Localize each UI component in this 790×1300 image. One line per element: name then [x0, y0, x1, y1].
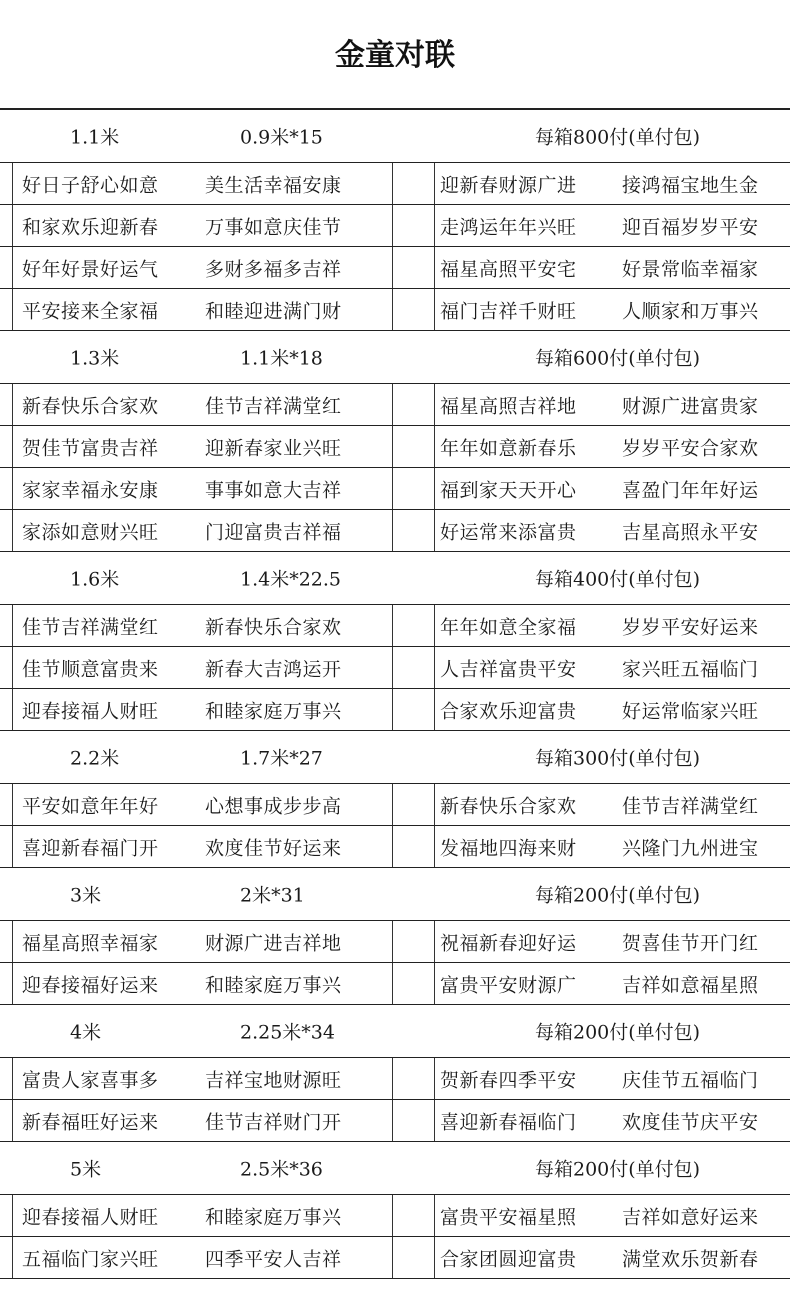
- couplet-line-left: 事事如意大吉祥: [205, 479, 342, 501]
- couplet-line-right: 福星高照平安宅: [440, 258, 577, 280]
- couplet-line-right: 好景常临幸福家: [622, 258, 759, 280]
- couplet-line-left: 和睦家庭万事兴: [205, 1206, 342, 1228]
- couplet-line-right: 佳节吉祥满堂红: [622, 795, 759, 817]
- size-section: [0, 331, 790, 552]
- section-header: [0, 731, 790, 784]
- couplet-line-left: 五福临门家兴旺: [22, 1248, 159, 1270]
- couplet-line-right: 喜盈门年年好运: [622, 479, 759, 501]
- cell-gap: [392, 826, 435, 867]
- couplet-row: [0, 384, 790, 426]
- size-section: [0, 868, 790, 1005]
- couplet-row: [0, 1237, 790, 1279]
- length-label: 1.1米: [70, 126, 120, 149]
- couplet-line-right: 合家欢乐迎富贵: [440, 700, 577, 722]
- couplet-line-left: 新春福旺好运来: [22, 1111, 159, 1133]
- couplet-line-left: 佳节吉祥满堂红: [22, 616, 159, 638]
- couplet-line-right: 迎百福岁岁平安: [622, 216, 759, 238]
- size-section: [0, 110, 790, 331]
- cell-gap: [392, 510, 435, 551]
- box-quantity: 每箱200付(单付包): [535, 884, 701, 907]
- couplet-line-left: 四季平安人吉祥: [205, 1248, 342, 1270]
- couplet-row: [0, 1100, 790, 1142]
- couplet-line-right: 岁岁平安好运来: [622, 616, 759, 638]
- couplet-line-left: 平安接来全家福: [22, 300, 159, 322]
- section-header: [0, 110, 790, 163]
- box-quantity: 每箱400付(单付包): [535, 568, 701, 591]
- couplet-row: [0, 205, 790, 247]
- couplet-line-right: 接鸿福宝地生金: [622, 174, 759, 196]
- couplet-row: [0, 1058, 790, 1100]
- couplet-line-left: 和睦家庭万事兴: [205, 700, 342, 722]
- cell-gap: [392, 963, 435, 1004]
- couplet-line-right: 福到家天天开心: [440, 479, 577, 501]
- couplet-line-right: 贺喜佳节开门红: [622, 932, 759, 954]
- couplet-line-left: 佳节吉祥财门开: [205, 1111, 342, 1133]
- couplet-line-right: 人顺家和万事兴: [622, 300, 759, 322]
- couplet-line-right: 发福地四海来财: [440, 837, 577, 859]
- size-spec: 1.1米*18: [240, 347, 323, 370]
- size-section: [0, 1142, 790, 1279]
- cell-gap: [392, 426, 435, 467]
- cell-gap: [392, 289, 435, 330]
- couplet-line-right: 家兴旺五福临门: [622, 658, 759, 680]
- length-label: 5米: [70, 1158, 102, 1181]
- size-spec: 2.5米*36: [240, 1158, 323, 1181]
- cell-gap: [392, 468, 435, 509]
- couplet-line-left: 富贵人家喜事多: [22, 1069, 159, 1091]
- couplet-line-right: 富贵平安财源广: [440, 974, 577, 996]
- couplet-line-left: 迎春接福好运来: [22, 974, 159, 996]
- couplet-line-right: 财源广进富贵家: [622, 395, 759, 417]
- couplet-line-right: 吉祥如意福星照: [622, 974, 759, 996]
- couplet-row: [0, 163, 790, 205]
- couplet-line-right: 庆佳节五福临门: [622, 1069, 759, 1091]
- couplet-line-left: 欢度佳节好运来: [205, 837, 342, 859]
- cell-gap: [392, 784, 435, 825]
- couplet-line-right: 合家团圆迎富贵: [440, 1248, 577, 1270]
- couplet-line-right: 迎新春财源广进: [440, 174, 577, 196]
- couplet-row: [0, 963, 790, 1005]
- couplet-line-left: 万事如意庆佳节: [205, 216, 342, 238]
- couplet-line-right: 走鸿运年年兴旺: [440, 216, 577, 238]
- cell-gap: [392, 163, 435, 204]
- couplet-line-left: 门迎富贵吉祥福: [205, 521, 342, 543]
- couplet-line-right: 贺新春四季平安: [440, 1069, 577, 1091]
- couplet-row: [0, 826, 790, 868]
- couplet-line-right: 喜迎新春福临门: [440, 1111, 577, 1133]
- section-header: [0, 552, 790, 605]
- couplet-line-left: 心想事成步步高: [205, 795, 342, 817]
- couplet-line-right: 兴隆门九州进宝: [622, 837, 759, 859]
- section-header: [0, 1142, 790, 1195]
- couplet-line-right: 岁岁平安合家欢: [622, 437, 759, 459]
- couplet-line-right: 祝福新春迎好运: [440, 932, 577, 954]
- couplet-row: [0, 289, 790, 331]
- length-label: 4米: [70, 1021, 102, 1044]
- couplet-line-right: 新春快乐合家欢: [440, 795, 577, 817]
- couplet-row: [0, 468, 790, 510]
- cell-gap: [392, 1195, 435, 1236]
- couplet-line-left: 和家欢乐迎新春: [22, 216, 159, 238]
- couplet-line-right: 好运常来添富贵: [440, 521, 577, 543]
- couplet-line-left: 新春快乐合家欢: [205, 616, 342, 638]
- cell-gap: [392, 205, 435, 246]
- couplet-line-left: 和睦迎进满门财: [205, 300, 342, 322]
- size-spec: 1.4米*22.5: [240, 568, 342, 591]
- couplet-price-table: [0, 108, 790, 1279]
- cell-gap: [392, 689, 435, 730]
- size-section: [0, 731, 790, 868]
- couplet-row: [0, 510, 790, 552]
- couplet-line-left: 迎春接福人财旺: [22, 700, 159, 722]
- couplet-line-left: 好年好景好运气: [22, 258, 159, 280]
- couplet-row: [0, 784, 790, 826]
- couplet-line-left: 多财多福多吉祥: [205, 258, 342, 280]
- couplet-line-left: 财源广进吉祥地: [205, 932, 342, 954]
- section-header: [0, 1005, 790, 1058]
- cell-gap: [392, 1100, 435, 1141]
- cell-gap: [392, 605, 435, 646]
- couplet-line-left: 佳节吉祥满堂红: [205, 395, 342, 417]
- size-spec: 2.25米*34: [240, 1021, 335, 1044]
- couplet-line-right: 福门吉祥千财旺: [440, 300, 577, 322]
- couplet-line-left: 家添如意财兴旺: [22, 521, 159, 543]
- couplet-line-right: 满堂欢乐贺新春: [622, 1248, 759, 1270]
- couplet-line-left: 贺佳节富贵吉祥: [22, 437, 159, 459]
- cell-gap: [392, 1058, 435, 1099]
- couplet-line-right: 欢度佳节庆平安: [622, 1111, 759, 1133]
- couplet-row: [0, 605, 790, 647]
- couplet-line-right: 人吉祥富贵平安: [440, 658, 577, 680]
- section-header: [0, 868, 790, 921]
- couplet-row: [0, 426, 790, 468]
- cell-gap: [392, 921, 435, 962]
- length-label: 1.3米: [70, 347, 120, 370]
- couplet-line-left: 美生活幸福安康: [205, 174, 342, 196]
- cell-gap: [392, 247, 435, 288]
- couplet-line-left: 平安如意年年好: [22, 795, 159, 817]
- box-quantity: 每箱800付(单付包): [535, 126, 701, 149]
- box-quantity: 每箱300付(单付包): [535, 747, 701, 770]
- cell-gap: [392, 384, 435, 425]
- size-section: [0, 552, 790, 731]
- couplet-line-left: 好日子舒心如意: [22, 174, 159, 196]
- couplet-line-right: 吉祥如意好运来: [622, 1206, 759, 1228]
- couplet-line-right: 好运常临家兴旺: [622, 700, 759, 722]
- couplet-line-left: 喜迎新春福门开: [22, 837, 159, 859]
- couplet-line-left: 迎新春家业兴旺: [205, 437, 342, 459]
- couplet-row: [0, 921, 790, 963]
- box-quantity: 每箱200付(单付包): [535, 1158, 701, 1181]
- section-header: [0, 331, 790, 384]
- cell-gap: [392, 1237, 435, 1278]
- page-title: 金童对联: [335, 38, 455, 73]
- couplet-row: [0, 247, 790, 289]
- couplet-row: [0, 1195, 790, 1237]
- couplet-line-right: 富贵平安福星照: [440, 1206, 577, 1228]
- couplet-line-right: 年年如意全家福: [440, 616, 577, 638]
- couplet-line-right: 吉星高照永平安: [622, 521, 759, 543]
- couplet-row: [0, 689, 790, 731]
- couplet-row: [0, 647, 790, 689]
- box-quantity: 每箱600付(单付包): [535, 347, 701, 370]
- couplet-line-left: 新春快乐合家欢: [22, 395, 159, 417]
- size-spec: 1.7米*27: [240, 747, 323, 770]
- length-label: 1.6米: [70, 568, 120, 591]
- size-spec: 0.9米*15: [240, 126, 323, 149]
- size-section: [0, 1005, 790, 1142]
- couplet-line-right: 福星高照吉祥地: [440, 395, 577, 417]
- couplet-line-left: 和睦家庭万事兴: [205, 974, 342, 996]
- length-label: 3米: [70, 884, 102, 907]
- couplet-line-left: 吉祥宝地财源旺: [205, 1069, 342, 1091]
- size-spec: 2米*31: [240, 884, 305, 907]
- couplet-line-left: 福星高照幸福家: [22, 932, 159, 954]
- length-label: 2.2米: [70, 747, 120, 770]
- box-quantity: 每箱200付(单付包): [535, 1021, 701, 1044]
- couplet-line-left: 家家幸福永安康: [22, 479, 159, 501]
- couplet-line-right: 年年如意新春乐: [440, 437, 577, 459]
- couplet-line-left: 新春大吉鸿运开: [205, 658, 342, 680]
- couplet-line-left: 迎春接福人财旺: [22, 1206, 159, 1228]
- cell-gap: [392, 647, 435, 688]
- couplet-line-left: 佳节顺意富贵来: [22, 658, 159, 680]
